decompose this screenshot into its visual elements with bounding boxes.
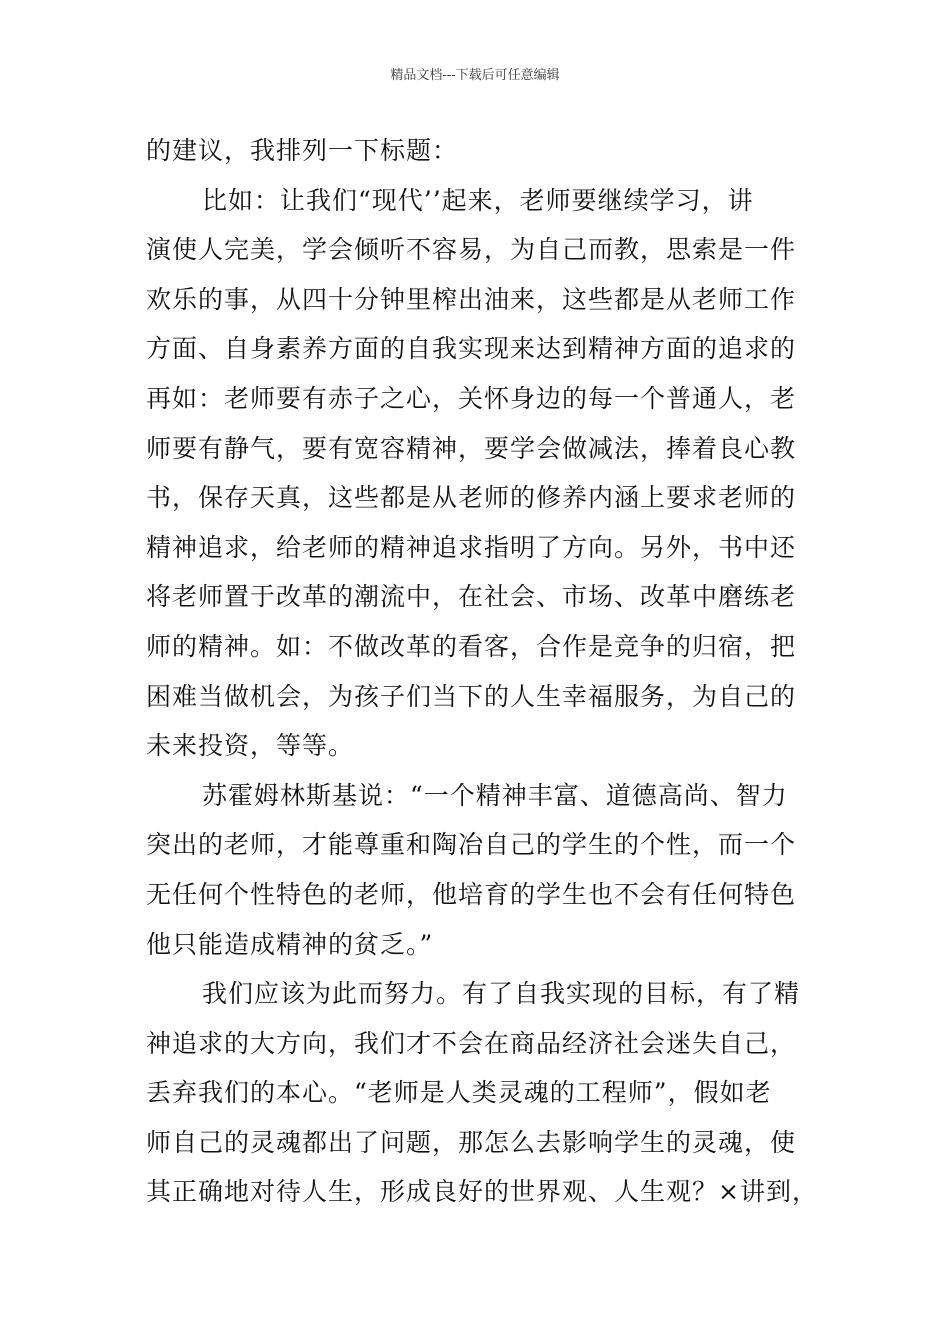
page-header: 精品文档---下载后可任意编辑	[390, 68, 560, 83]
text-line: 丢弃我们的本心。“老师是人类灵魂的工程师”，假如老	[146, 1078, 772, 1108]
text-line: 演使人完美，学会倾听不容易，为自己而教，思索是一件	[146, 235, 797, 265]
paragraph-first-line: 我们应该为此而努力。有了自我实现的目标，有了精	[202, 979, 801, 1009]
text-line: 师要有静气，要有宽容精神，要学会做减法，捧着良心教	[146, 433, 797, 463]
text-line: 书，保存天真，这些都是从老师的修养内涵上要求老师的	[146, 483, 797, 513]
text-line: 将老师置于改革的潮流中，在社会、市场、改革中磨练老	[146, 582, 797, 612]
text-line: 无任何个性特色的老师，他培育的学生也不会有任何特色	[146, 879, 797, 909]
text-line: 方面、自身素养方面的自我实现来达到精神方面的追求的	[146, 334, 797, 364]
paragraph-first-line: 苏霍姆林斯基说：“一个精神丰富、道德高尚、智力	[202, 780, 788, 810]
text-line: 精神追求，给老师的精神追求指明了方向。另外，书中还	[146, 532, 797, 562]
text-line: 再如：老师要有赤子之心，关怀身边的每一个普通人，老	[146, 383, 797, 413]
paragraph-first-line: 比如：让我们“现代’’起来，老师要继续学习，讲	[202, 185, 754, 215]
text-line: 师自己的灵魂都出了问题，那怎么去影响学生的灵魂，使	[146, 1127, 797, 1157]
text-line: 困难当做机会，为孩子们当下的人生幸福服务，为自己的	[146, 681, 797, 711]
text-line: 神追求的大方向，我们才不会在商品经济社会迷失自己，	[146, 1028, 797, 1058]
document-body	[146, 126, 818, 1217]
text-line: 师的精神。如：不做改革的看客，合作是竞争的归宿，把	[146, 631, 797, 661]
text-line: 的建议，我排列一下标题：	[146, 136, 459, 165]
text-line: 其正确地对待人生，形成良好的世界观、人生观？×讲到，	[146, 1177, 818, 1207]
text-line: 欢乐的事，从四十分钟里榨出油来，这些都是从老师工作	[146, 284, 797, 314]
text-line: 未来投资，等等。	[146, 731, 355, 761]
text-line: 突出的老师，才能尊重和陶冶自己的学生的个性，而一个	[146, 830, 797, 860]
text-line: 他只能造成精神的贫乏。”	[146, 929, 434, 959]
